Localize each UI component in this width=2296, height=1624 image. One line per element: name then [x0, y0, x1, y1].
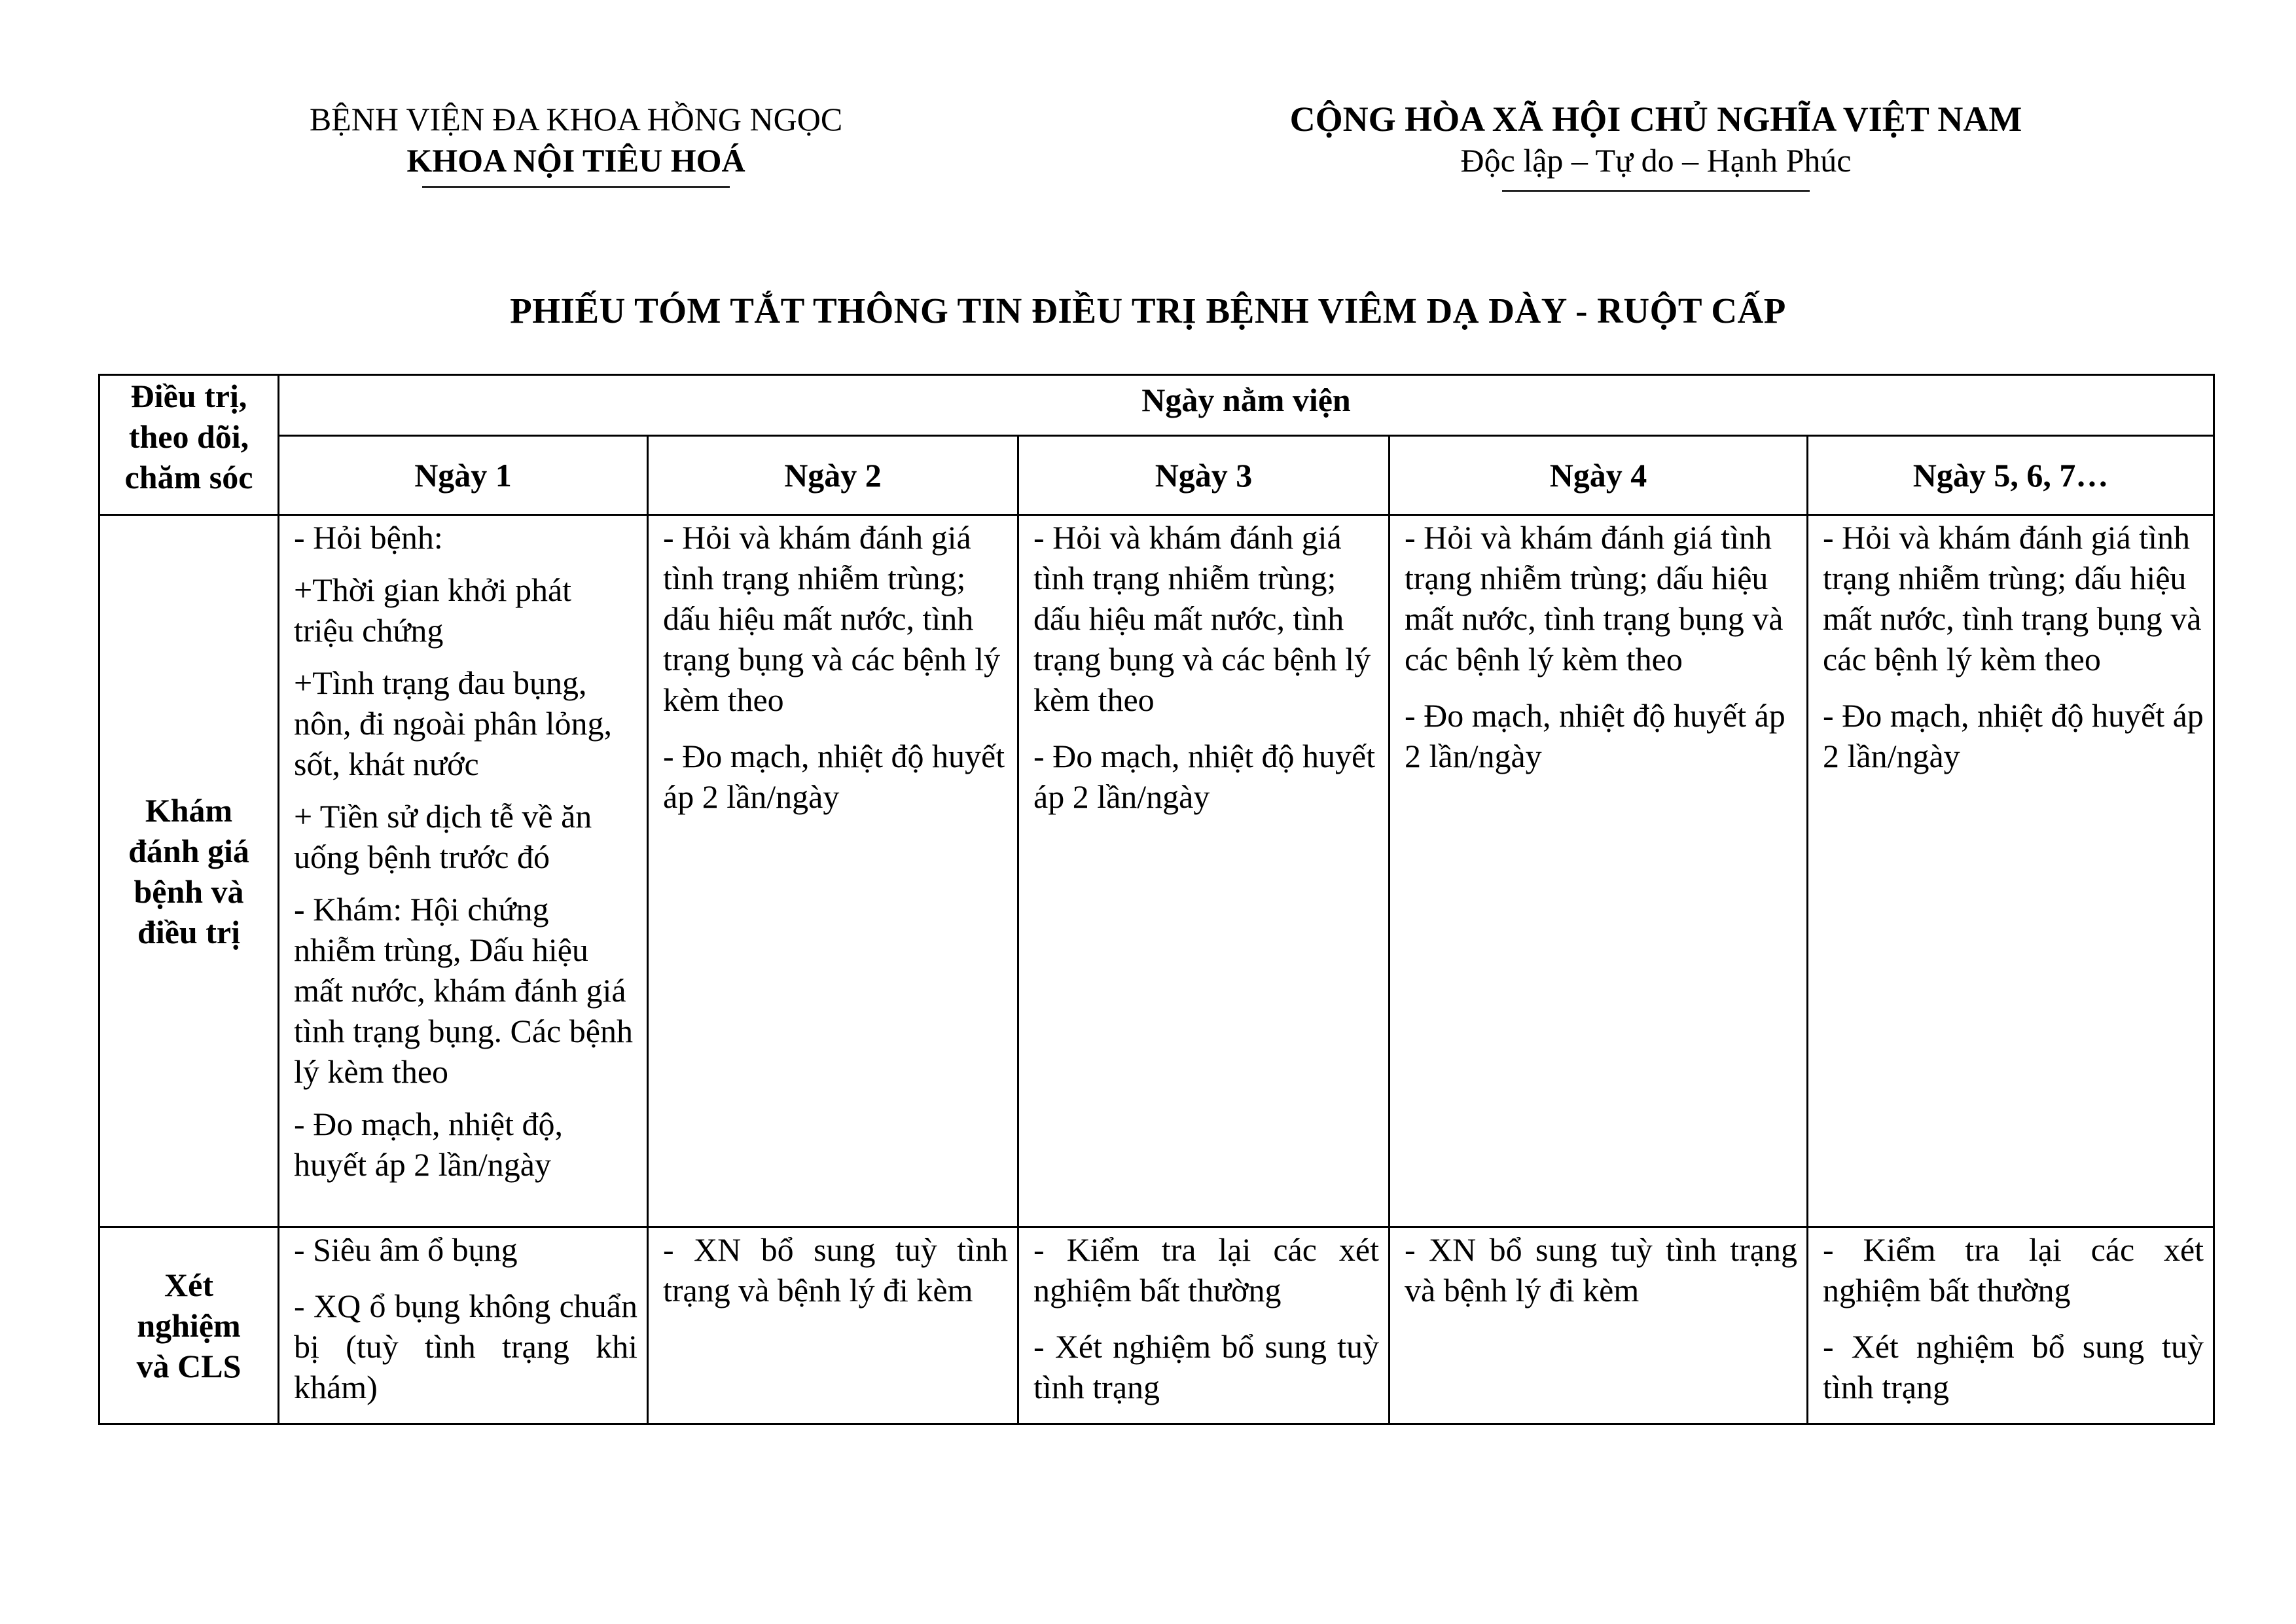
cell-tests-day-2 — [648, 1227, 1018, 1424]
cell-paragraph: - Khám: Hội chứng nhiễm trùng, Dấu hiệu mất nước, khám đánh giá tình trạng bụng. Các bệnh lý kèm theo — [294, 891, 633, 1090]
cell-paragraph: - Xét nghiệm bổ sung tuỳ tình trạng — [1823, 1328, 2204, 1405]
hospital-name: BỆNH VIỆN ĐA KHOA HỒNG NGỌC — [309, 101, 843, 137]
day-header-5-plus: Ngày 5, 6, 7… — [1808, 436, 2214, 515]
header-left-underline — [422, 186, 730, 188]
cell-tests-day-3 — [1018, 1227, 1390, 1424]
header-right-underline — [1502, 190, 1810, 192]
day-header-2: Ngày 2 — [648, 436, 1018, 515]
cell-paragraph: - Hỏi và khám đánh giá tình trạng nhiễm trùng; dấu hiệu mất nước, tình trạng bụng và các bệnh lý kèm theo — [1405, 519, 1784, 677]
treatment-schedule-table — [98, 374, 2215, 1425]
row-label-line: nghiệm — [137, 1307, 241, 1344]
cell-exam-day-5-plus — [1808, 515, 2214, 1227]
row-label-line: điều trị — [137, 913, 240, 950]
cell-paragraph: - XN bổ sung tuỳ tình trạng và bệnh lý đi kèm — [663, 1231, 1008, 1308]
cell-paragraph: - Đo mạch, nhiệt độ huyết áp 2 lần/ngày — [1405, 697, 1785, 774]
cell-paragraph: - Siêu âm ổ bụng — [294, 1231, 518, 1268]
day-header-3: Ngày 3 — [1018, 436, 1390, 515]
header-row-group — [99, 375, 2214, 436]
cell-paragraph: +Thời gian khởi phát triệu chứng — [294, 571, 572, 649]
row-label-examination — [99, 515, 279, 1227]
row-label-line: đánh giá — [128, 832, 249, 869]
table-row-examination — [99, 515, 2214, 1227]
row-label-tests — [99, 1227, 279, 1424]
cell-paragraph: - Kiểm tra lại các xét nghiệm bất thường — [1033, 1231, 1379, 1308]
day-header-4: Ngày 4 — [1390, 436, 1808, 515]
corner-header-line: Điều trị, — [130, 378, 247, 414]
cell-paragraph: +Tình trạng đau bụng, nôn, đi ngoài phân lỏng, sốt, khát nước — [294, 664, 613, 782]
department-name: KHOA NỘI TIÊU HOÁ — [406, 142, 745, 179]
cell-exam-day-3 — [1018, 515, 1390, 1227]
day-header-1: Ngày 1 — [279, 436, 648, 515]
cell-exam-day-2 — [648, 515, 1018, 1227]
header-row-days — [99, 436, 2214, 515]
national-motto: Độc lập – Tự do – Hạnh Phúc — [1460, 142, 1852, 179]
country-name: CỘNG HÒA XÃ HỘI CHỦ NGHĨA VIỆT NAM — [1289, 99, 2022, 139]
hospital-days-header: Ngày nằm viện — [279, 375, 2214, 436]
document-title: PHIẾU TÓM TẮT THÔNG TIN ĐIỀU TRỊ BỆNH VIÊM DẠ DÀY - RUỘT CẤP — [510, 291, 1786, 331]
cell-exam-day-4 — [1390, 515, 1808, 1227]
cell-paragraph: - Hỏi và khám đánh giá tình trạng nhiễm trùng; dấu hiệu mất nước, tình trạng bụng và các bệnh lý kèm theo — [663, 519, 1001, 718]
cell-paragraph: - Hỏi và khám đánh giá tình trạng nhiễm trùng; dấu hiệu mất nước, tình trạng bụng và các bệnh lý kèm theo — [1823, 519, 2202, 677]
row-label-line: và CLS — [136, 1348, 242, 1384]
corner-header — [99, 375, 279, 515]
cell-paragraph: - Xét nghiệm bổ sung tuỳ tình trạng — [1033, 1328, 1379, 1405]
row-label-line: Xét — [164, 1267, 213, 1303]
cell-tests-day-1 — [279, 1227, 648, 1424]
cell-exam-day-1 — [279, 515, 648, 1227]
cell-tests-day-4 — [1390, 1227, 1808, 1424]
cell-tests-day-5-plus — [1808, 1227, 2214, 1424]
cell-paragraph: + Tiền sử dịch tễ về ăn uống bệnh trước đó — [294, 798, 592, 875]
cell-paragraph: - Đo mạch, nhiệt độ huyết áp 2 lần/ngày — [1823, 697, 2204, 774]
cell-paragraph: - Đo mạch, nhiệt độ huyết áp 2 lần/ngày — [1033, 738, 1376, 815]
row-label-line: bệnh và — [134, 873, 244, 910]
cell-paragraph: - XN bổ sung tuỳ tình trạng và bệnh lý đi kèm — [1405, 1231, 1797, 1308]
cell-paragraph: - XQ ổ bụng không chuẩn bị (tuỳ tình trạng khi khám) — [294, 1288, 637, 1405]
row-label-line: Khám — [145, 791, 233, 829]
cell-paragraph: - Kiểm tra lại các xét nghiệm bất thường — [1823, 1231, 2204, 1308]
cell-paragraph: - Đo mạch, nhiệt độ huyết áp 2 lần/ngày — [663, 738, 1005, 815]
corner-header-line: theo dõi, — [128, 418, 249, 455]
table-row-tests — [99, 1227, 2214, 1424]
national-header — [1230, 98, 2081, 192]
cell-paragraph: - Đo mạch, nhiệt độ, huyết áp 2 lần/ngày — [294, 1106, 564, 1183]
cell-paragraph: - Hỏi và khám đánh giá tình trạng nhiễm trùng; dấu hiệu mất nước, tình trạng bụng và các bệnh lý kèm theo — [1033, 519, 1371, 718]
hospital-header — [249, 98, 903, 188]
cell-paragraph: - Hỏi bệnh: — [294, 519, 443, 556]
corner-header-line: chăm sóc — [124, 459, 253, 496]
